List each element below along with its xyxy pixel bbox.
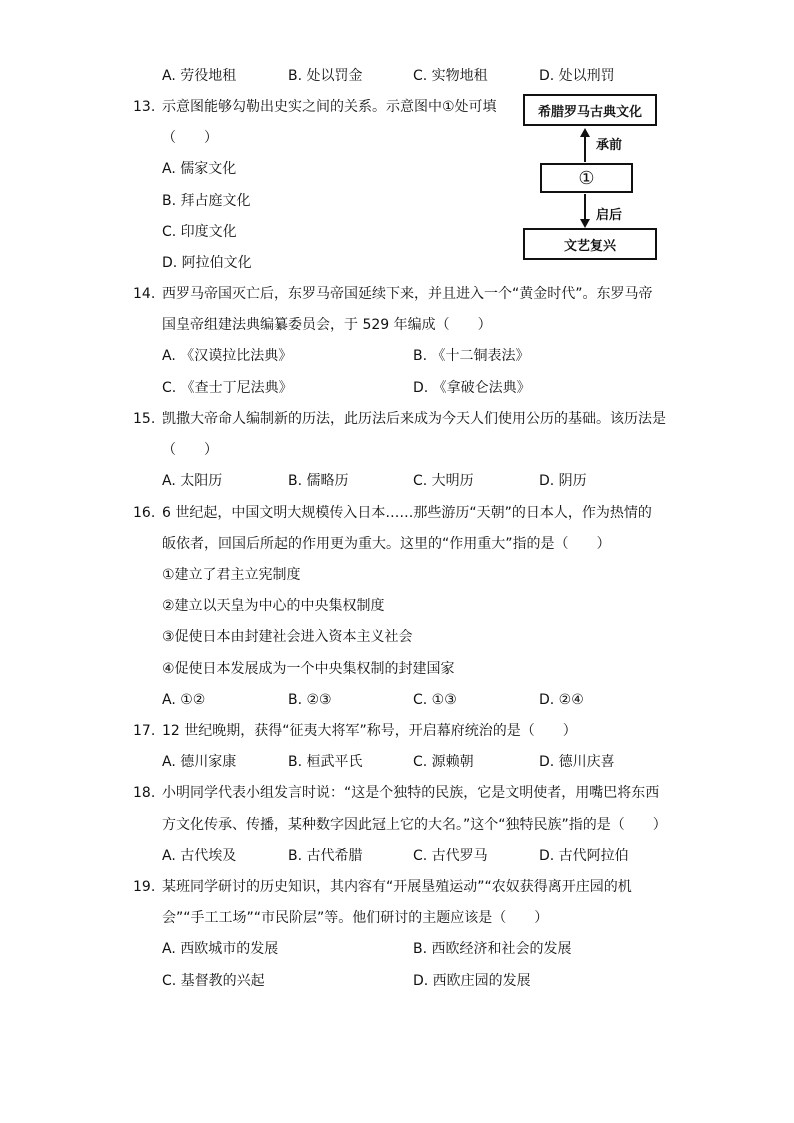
q17-option-c: C. 源赖朝 (413, 754, 474, 770)
q14-option-d: D. 《拿破仑法典》 (413, 380, 531, 396)
q18-line1: 小明同学代表小组发言时说：“这是个独特的民族，它是文明使者，用嘴巴将东西 (162, 785, 660, 801)
diagram-middle-box: ① (540, 163, 633, 193)
q12-option-d: D. 处以刑罚 (539, 68, 615, 84)
q15-option-d: D. 阴历 (539, 473, 587, 489)
q16-item-1: ①建立了君主立宪制度 (162, 567, 301, 583)
q16-item-3: ③促使日本由封建社会进入资本主义社会 (162, 629, 413, 645)
q17-number: 17. (133, 723, 156, 739)
q13-paren: （ ） (162, 130, 218, 146)
q16-option-b: B. ②③ (288, 692, 332, 708)
q16-item-4: ④促使日本发展成为一个中央集权制的封建国家 (162, 661, 455, 677)
q19-line1: 某班同学研讨的历史知识，其内容有“开展垦殖运动”“农奴获得离开庄园的机 (162, 879, 632, 895)
q15-option-a: A. 太阳历 (162, 473, 223, 489)
q18-option-c: C. 古代罗马 (413, 848, 488, 864)
q14-line2: 国皇帝组建法典编纂委员会，于 529 年编成（ ） (162, 317, 492, 333)
q15-paren: （ ） (162, 442, 218, 458)
q12-option-a: A. 劳役地租 (162, 68, 237, 84)
q19-number: 19. (133, 879, 156, 895)
diagram-down-label: 启后 (596, 208, 623, 223)
q18-option-b: B. 古代希腊 (288, 848, 363, 864)
q17-option-b: B. 桓武平氏 (288, 754, 363, 770)
q19-option-d: D. 西欧庄园的发展 (413, 973, 531, 989)
q13-option-b: B. 拜占庭文化 (162, 193, 251, 209)
q15-option-b: B. 儒略历 (288, 473, 349, 489)
q14-option-a: A. 《汉谟拉比法典》 (162, 348, 293, 364)
q19-option-a: A. 西欧城市的发展 (162, 941, 279, 957)
q18-line2: 方文化传承、传播，某种数字因此冠上它的大名。”这个“独特民族”指的是（ ） (162, 817, 667, 833)
q16-line1: 6 世纪起，中国文明大规模传入日本……那些游历“天朝”的日本人，作为热情的 (162, 505, 652, 521)
q12-option-b: B. 处以罚金 (288, 68, 363, 84)
q17-line1: 12 世纪晚期，获得“征夷大将军”称号，开启幕府统治的是（ ） (162, 723, 577, 739)
q14-line1: 西罗马帝国灭亡后，东罗马帝国延续下来，并且进入一个“黄金时代”。东罗马帝 (162, 286, 653, 302)
q13-option-d: D. 阿拉伯文化 (162, 255, 252, 271)
q16-option-c: C. ①③ (413, 692, 457, 708)
q19-line2: 会”“手工工场”“市民阶层”等。他们研讨的主题应该是（ ） (162, 910, 549, 926)
q18-number: 18. (133, 785, 156, 801)
q17-option-a: A. 德川家康 (162, 754, 237, 770)
q14-option-b: B. 《十二铜表法》 (413, 348, 530, 364)
q18-option-d: D. 古代阿拉伯 (539, 848, 629, 864)
q15-line1: 凯撒大帝命人编制新的历法，此历法后来成为今天人们使用公历的基础。该历法是 (162, 411, 666, 427)
q16-item-2: ②建立以天皇为中心的中央集权制度 (162, 598, 385, 614)
q19-option-b: B. 西欧经济和社会的发展 (413, 941, 572, 957)
q14-number: 14. (133, 286, 156, 302)
q16-option-a: A. ①② (162, 692, 206, 708)
q12-option-c: C. 实物地租 (413, 68, 488, 84)
q15-number: 15. (133, 411, 156, 427)
q13-number: 13. (133, 99, 156, 115)
q16-line2: 皈依者，回国后所起的作用更为重大。这里的“作用重大”指的是（ ） (162, 536, 611, 552)
q15-option-c: C. 大明历 (413, 473, 474, 489)
diagram-top-box: 希腊罗马古典文化 (523, 94, 657, 126)
q14-option-c: C. 《查士丁尼法典》 (162, 380, 293, 396)
diagram-bottom-box: 文艺复兴 (523, 228, 657, 260)
q18-option-a: A. 古代埃及 (162, 848, 237, 864)
q17-option-d: D. 德川庆喜 (539, 754, 615, 770)
q13-option-c: C. 印度文化 (162, 224, 237, 240)
q19-option-c: C. 基督教的兴起 (162, 973, 265, 989)
diagram-up-label: 承前 (596, 138, 623, 153)
arrow-down-head (580, 219, 590, 228)
q13-option-a: A. 儒家文化 (162, 161, 237, 177)
arrow-up-head (580, 128, 590, 137)
q16-option-d: D. ②④ (539, 692, 584, 708)
q16-number: 16. (133, 505, 156, 521)
q13-stem: 示意图能够勾勒出史实之间的关系。示意图中①处可填 (162, 99, 497, 115)
